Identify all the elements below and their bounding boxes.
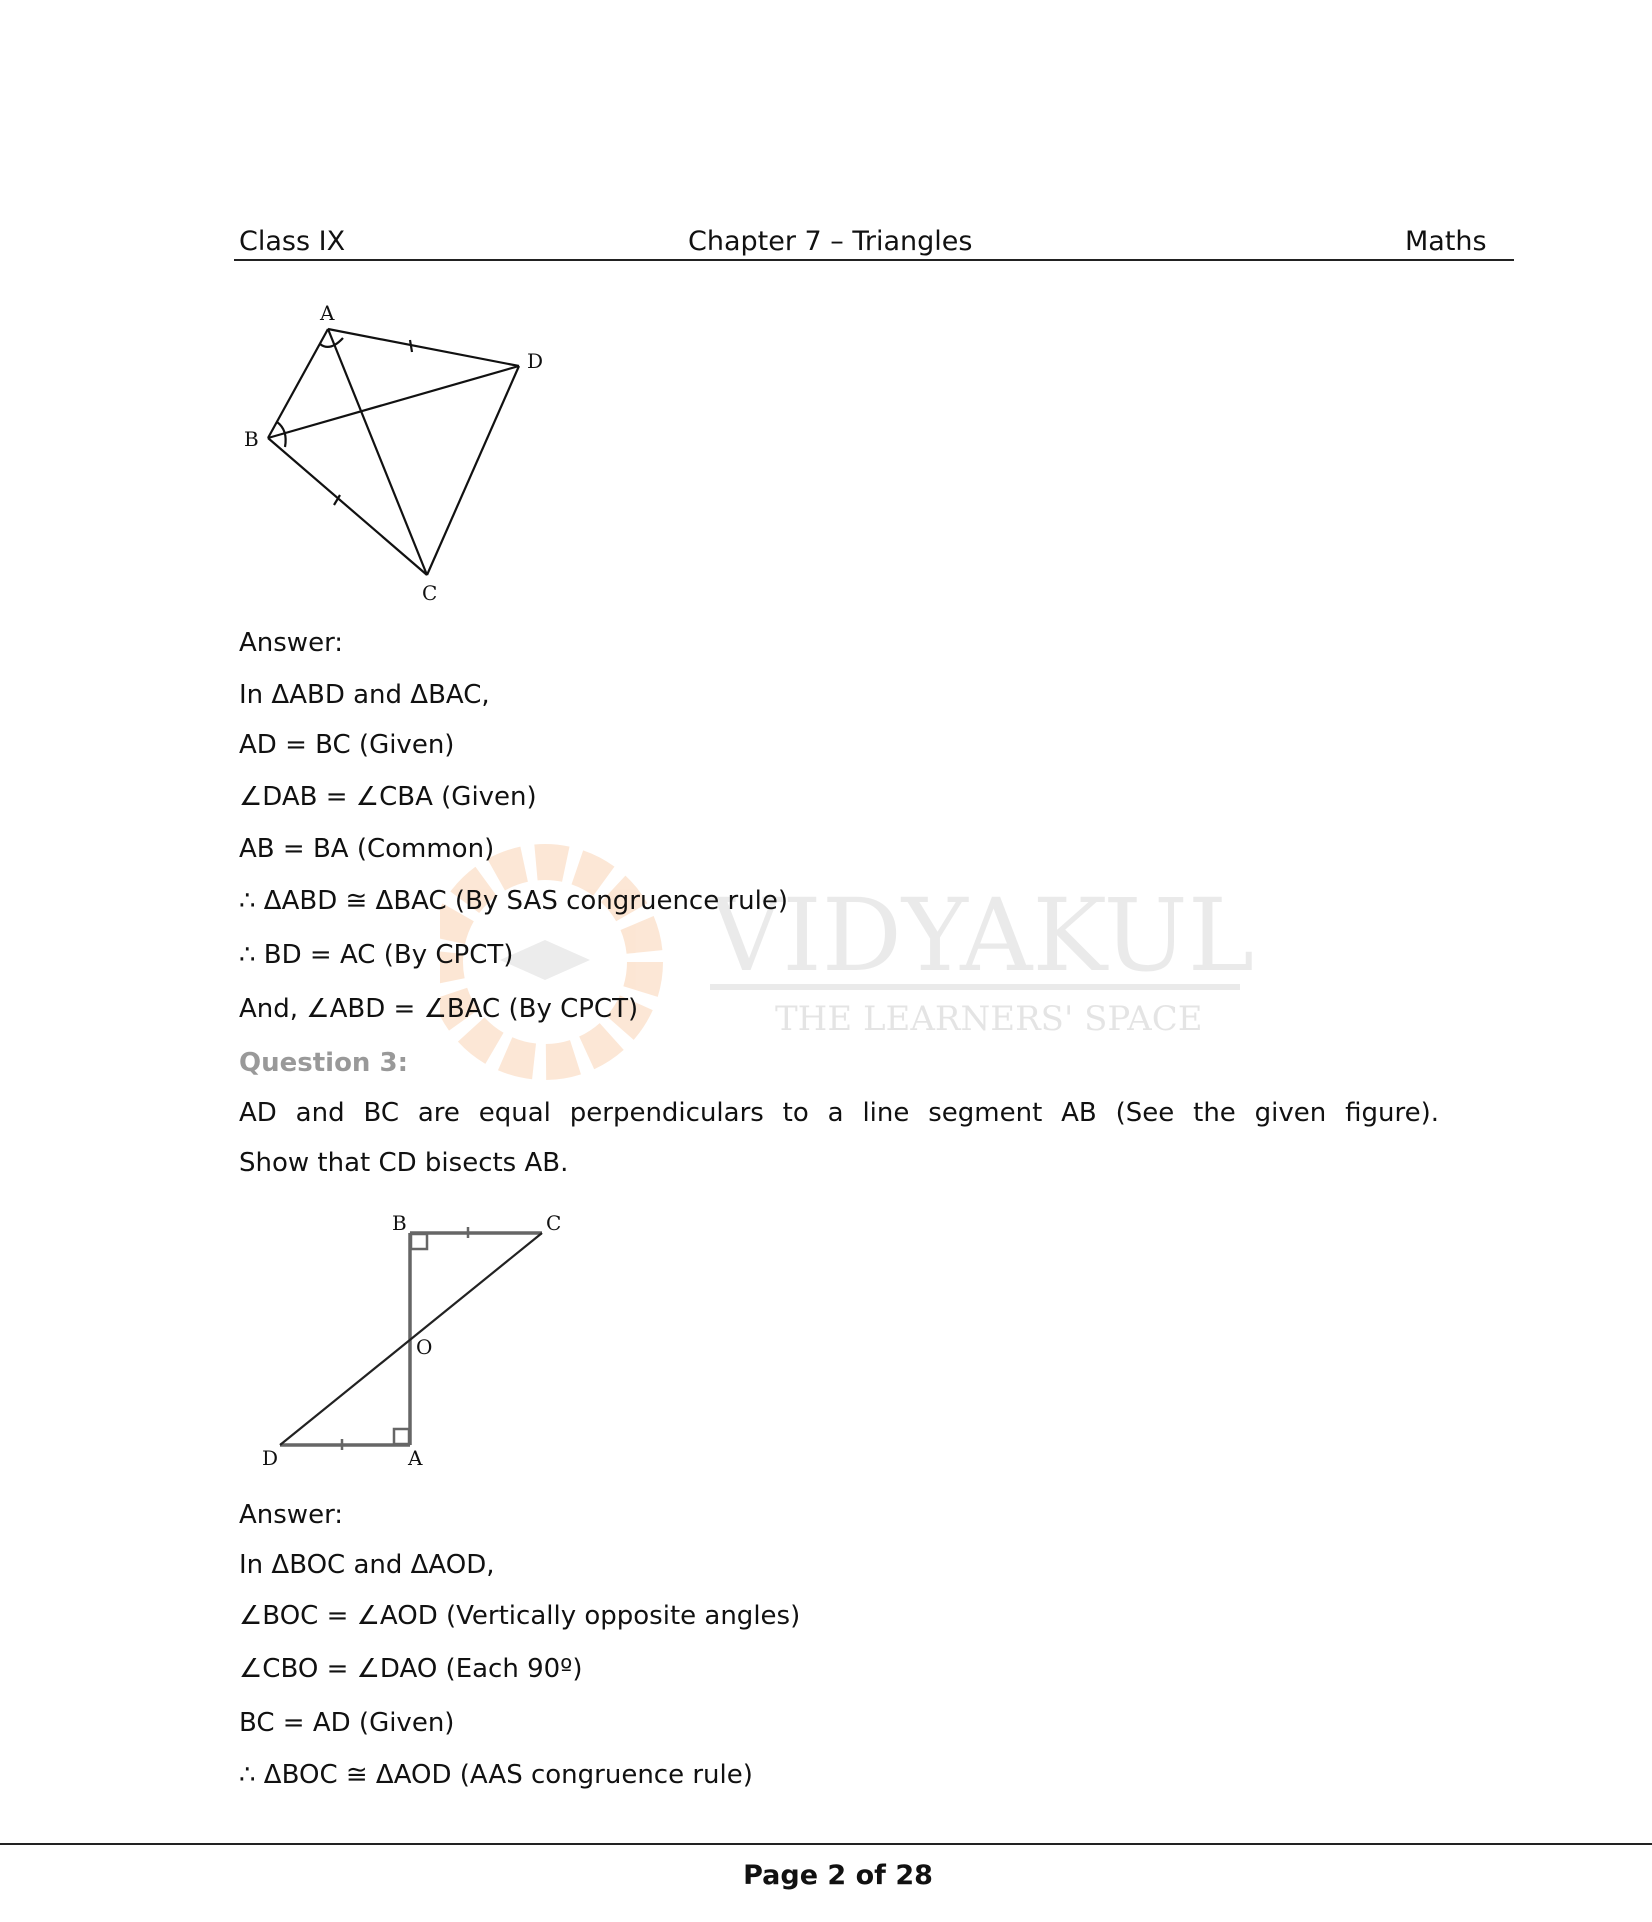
footer-divider [0,1843,1652,1845]
watermark-brand: VIDYAKUL [710,877,1255,994]
header-divider [234,259,1514,261]
question-text-line: Show that CD bisects AB. [239,1148,569,1178]
vertex-label-d: D [262,1446,279,1470]
answer-line: ∴ BD = AC (By CPCT) [239,940,514,970]
vertex-label-b: B [244,427,259,451]
header-class: Class IX [239,226,346,257]
answer-heading: Answer: [239,628,344,658]
answer-heading: Answer: [239,1500,344,1530]
answer-line: ∠CBO = ∠DAO (Each 90º) [239,1654,583,1684]
answer-line: In ΔBOC and ΔAOD, [239,1550,495,1580]
vertex-label-c: C [422,581,438,605]
answer-line: AD = BC (Given) [239,730,455,760]
answer-line: ∴ ΔABD ≅ ΔBAC (By SAS congruence rule) [239,886,789,916]
vertex-label-a: A [320,301,335,325]
header-subject: Maths [1405,226,1487,257]
vertex-label-c: C [546,1211,562,1235]
vertex-label-a: A [408,1446,423,1470]
figure-perpendiculars-abcd [230,1200,590,1480]
watermark-tagline: THE LEARNERS' SPACE [775,999,1203,1039]
page-number: Page 2 of 28 [743,1860,933,1891]
answer-line: BC = AD (Given) [239,1708,455,1738]
question-text-line: AD and BC are equal perpendiculars to a line segment AB (See the given figure). [239,1098,1439,1128]
header-chapter: Chapter 7 – Triangles [688,226,973,257]
vidyakul-watermark [440,830,1260,1100]
answer-line: ∠DAB = ∠CBA (Given) [239,782,537,812]
vertex-label-o: O [416,1335,433,1359]
vertex-label-d: D [527,349,544,373]
answer-line: And, ∠ABD = ∠BAC (By CPCT) [239,994,639,1024]
answer-line: ∠BOC = ∠AOD (Vertically opposite angles) [239,1601,801,1631]
answer-line: ∴ ΔBOC ≅ ΔAOD (AAS congruence rule) [239,1760,753,1790]
vertex-label-b: B [392,1211,407,1235]
answer-line: In ΔABD and ΔBAC, [239,680,490,710]
answer-line: AB = BA (Common) [239,834,495,864]
question-title: Question 3: [239,1048,408,1078]
figure-quadrilateral-abcd [230,290,570,620]
